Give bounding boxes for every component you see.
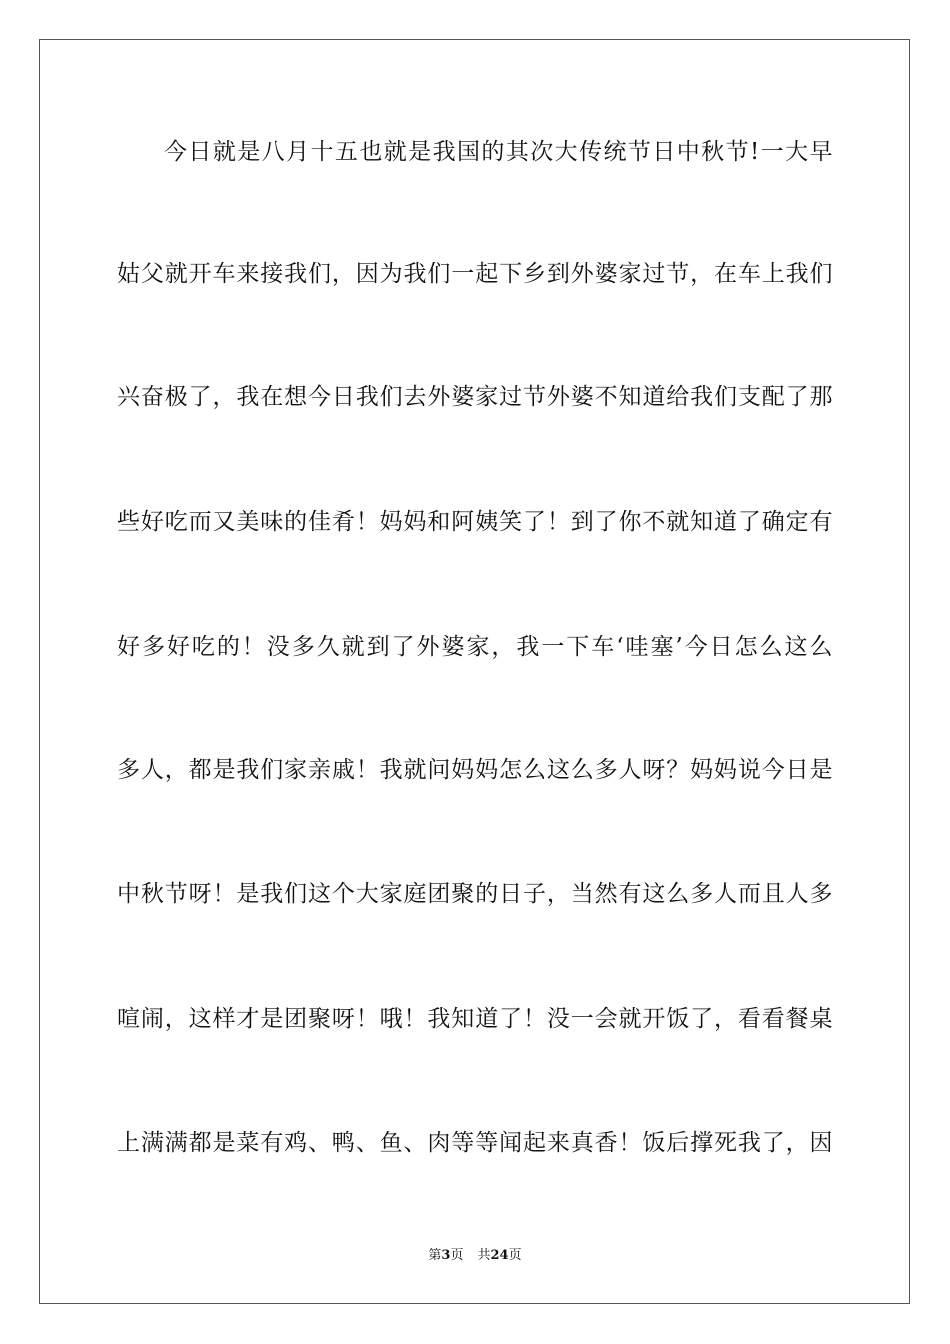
paragraph-line-2: 姑父就开车来接我们，因为我们一起下乡到外婆家过节，在车上我们 (117, 261, 833, 287)
page-prefix: 第 (428, 1248, 442, 1263)
total-pages: 24 (490, 1248, 509, 1263)
paragraph-line-3: 兴奋极了，我在想今日我们去外婆家过节外婆不知道给我们支配了那 (117, 384, 833, 410)
total-prefix: 共 (477, 1248, 491, 1263)
page-suffix: 页 (450, 1248, 464, 1263)
page-border (39, 39, 910, 1304)
paragraph-line-5: 好多好吃的！没多久就到了外婆家，我一下车‘哇塞’今日怎么这么 (117, 634, 833, 660)
paragraph-line-6: 多人，都是我们家亲戚！我就问妈妈怎么这么多人呀？妈妈说今日是 (117, 757, 833, 783)
total-suffix: 页 (508, 1248, 522, 1263)
paragraph-line-7: 中秋节呀！是我们这个大家庭团聚的日子，当然有这么多人而且人多 (117, 881, 833, 907)
paragraph-line-9: 上满满都是菜有鸡、鸭、鱼、肉等等闻起来真香！饭后撑死我了，因 (117, 1130, 833, 1156)
page-footer (0, 1247, 950, 1265)
paragraph-line-8: 喧闹，这样才是团聚呀！哦！我知道了！没一会就开饭了，看看餐桌 (117, 1006, 833, 1032)
page-number: 3 (441, 1248, 451, 1263)
paragraph-line-4: 些好吃而又美味的佳肴！妈妈和阿姨笑了！到了你不就知道了确定有 (117, 509, 833, 535)
paragraph-line-1: 今日就是八月十五也就是我国的其次大传统节日中秋节!一大早 (164, 139, 833, 165)
